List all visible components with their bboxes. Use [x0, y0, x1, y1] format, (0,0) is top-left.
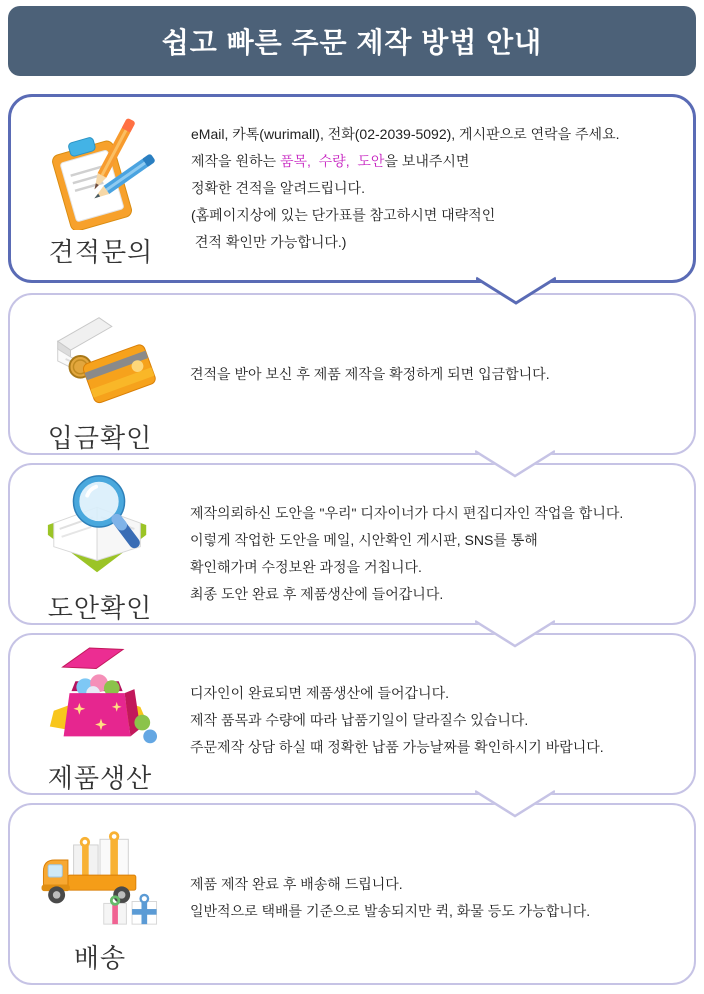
- chevron-down-icon: [476, 276, 556, 308]
- giftbox-icon: [34, 638, 166, 756]
- chevron-down-icon: [475, 449, 555, 481]
- step-icon-column: [10, 805, 190, 983]
- step-description: [190, 805, 694, 983]
- step-description: [190, 295, 694, 453]
- step-description: [191, 97, 693, 280]
- step-card-production: [8, 633, 696, 795]
- page-title: 쉽고 빠른 주문 제작 방법 안내: [161, 27, 543, 58]
- step-description: [190, 465, 694, 623]
- text-line: 확인해가며 수정보완 과정을 거칩니다.: [190, 559, 422, 575]
- text-line: 견적 확인만 가능합니다.): [191, 234, 347, 250]
- text-line: 최종 도안 완료 후 제품생산에 들어갑니다.: [190, 586, 444, 602]
- step-icon-column: [10, 295, 190, 453]
- step-card-quote-inquiry: [8, 94, 696, 283]
- step-label: 배송: [73, 942, 127, 973]
- clipboard-pencils-icon: [35, 112, 167, 230]
- chevron-down-icon: [475, 789, 555, 821]
- text-line: 이렇게 작업한 도안을 메일, 시안확인 게시판, SNS를 통해: [190, 532, 538, 548]
- text-line: 디자인이 완료되면 제품생산에 들어갑니다.: [190, 684, 449, 701]
- step-label: 입금확인: [47, 422, 153, 453]
- text-line: 제품 제작 완료 후 배송해 드립니다.: [190, 876, 403, 892]
- step-icon-column: [10, 635, 190, 793]
- text-line: eMail, 카톡(wurimall), 전화(02-2039-5092), 게시판으로 연락을 주세요.: [191, 126, 620, 142]
- step-description: [190, 635, 694, 793]
- step-label: 도안확인: [47, 592, 153, 623]
- step-label: 제품생산: [47, 762, 153, 793]
- book-magnifier-icon: [34, 468, 166, 586]
- wallet-card-icon: [34, 298, 166, 416]
- text-line: 일반적으로 택배를 기준으로 발송되지만 퀵, 화물 등도 가능합니다.: [190, 903, 591, 919]
- chevron-down-icon: [475, 619, 555, 651]
- truck-gifts-icon: [34, 818, 166, 936]
- text-line: 견적을 받아 보신 후 제품 제작을 확정하게 되면 입금합니다.: [190, 365, 550, 382]
- text-line: 제작 품목과 수량에 따라 납품기일이 달라질수 있습니다.: [190, 711, 529, 728]
- text-line: 제작을 원하는 품목, 수량, 도안을 보내주시면: [191, 153, 470, 169]
- text-line: 제작의뢰하신 도안을 "우리" 디자이너가 다시 편집디자인 작업을 합니다.: [190, 505, 624, 521]
- text-line: 주문제작 상담 하실 때 정확한 납품 가능날짜를 확인하시기 바랍니다.: [190, 738, 604, 755]
- step-card-design-confirm: [8, 463, 696, 625]
- step-icon-column: [10, 465, 190, 623]
- step-card-payment-confirm: [8, 293, 696, 455]
- page-title-banner: [8, 6, 696, 76]
- order-guide-page: [0, 6, 704, 994]
- step-card-delivery: [8, 803, 696, 985]
- text-line: (홈페이지상에 있는 단가표를 참고하시면 대략적인: [191, 207, 496, 223]
- highlighted-text: 품목, 수량, 도안: [279, 153, 385, 169]
- step-icon-column: [11, 97, 191, 280]
- text-line: 정확한 견적을 알려드립니다.: [191, 180, 365, 196]
- step-label: 견적문의: [48, 237, 154, 267]
